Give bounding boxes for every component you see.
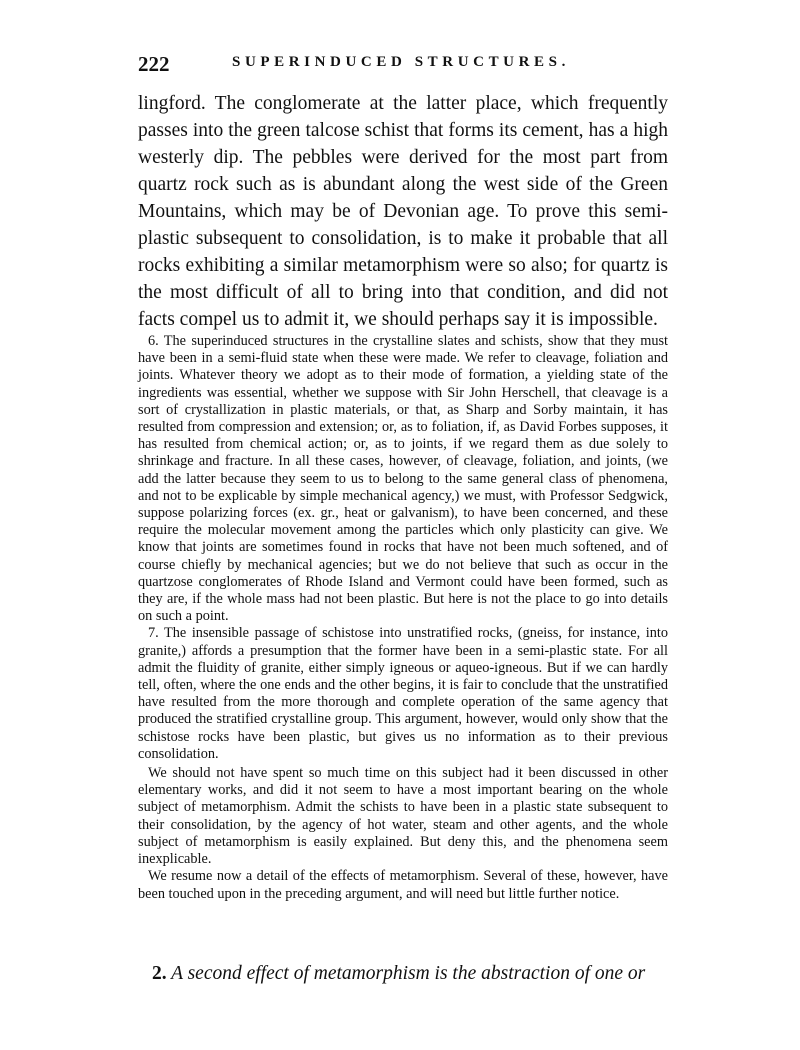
opening-text-block [138, 90, 668, 333]
running-head [138, 52, 668, 80]
resume-paragraph: We resume now a detail of the effects of metamorphism. Several of these, however, have been touched upon in the preceding argument, and will need but little further notice. [138, 868, 668, 902]
section-heading [138, 960, 668, 987]
section-number: 2. [152, 963, 167, 984]
opening-paragraph: lingford. The conglomerate at the latter place, which frequently passes into the green talcose schist that forms its cement, has a high westerly dip. The pebbles were derived for the most part from quartz rock such as is abundant along the west side of the Green Mountains, which may be of Devonian age. To prove this semi-plastic subsequent to consolidation, is to make it probable that all rocks exhibiting a similar metamorphism were so also; for quartz is the most difficult of all to bring into that condition, and did not facts compel us to admit it, we should perhaps say it is impossible. [138, 93, 668, 330]
note-7-paragraph: 7. The insensible passage of schistose into unstratified rocks, (gneiss, for instance, into granite,) affords a presumption that the former have been in a semi-plastic state. For all admit the fluidity of granite, either simply igneous or aqueo-igneous. But if we can hardly tell, often, where the one ends and the other begins, it is fair to conclude that the unstratified have resulted from the more thorough and complete operation of the same agency that produced the stratified crystalline group. This argument, however, would only show that the schistose rocks have been plastic, but gives us no information as to their previous consolidation. [138, 625, 668, 762]
running-title: SUPERINDUCED STRUCTURES. [232, 54, 570, 70]
section-heading-text: A second effect of metamorphism is the abstraction of one or [171, 963, 646, 984]
small-print-block [138, 333, 668, 903]
page-number: 222 [138, 52, 170, 76]
note-6-paragraph: 6. The superinduced structures in the crystalline slates and schists, show that they must have been in a semi-fluid state when these were made. We refer to cleavage, foliation and joints. Whatever theory we adopt as to their mode of formation, a yielding state of the ingredients was essential, whether we suppose with Sir John Herschell, that cleavage is a sort of crystallization in plastic materials, or that, as Sharp and Sorby maintain, it has resulted from compression and extension; or, as to foliation, if, as David Forbes supposes, it has resulted from chemical action; or, as to joints, if we regard them as due solely to shrinkage and fracture. In all these cases, however, of cleavage, foliation, and joints, (we add the latter because they seem to us to belong to the same general class of phenomena, and not to be explicable by simple mechanical agency,) we must, with Professor Sedgwick, suppose polarizing forces (ex. gr., heat or galvanism), to have been concerned, and these require the molecular movement among the particles which only plasticity can give. We know that joints are sometimes found in rocks that have not been much softened, and of course chiefly by mechanical agencies; but we do not believe that such as occur in the quartzose conglomerates of Rhode Island and Vermont could have been formed, such as they are, if the whole mass had not been plastic. But here is not the place to go into details on such a point. [138, 333, 668, 625]
summary-paragraph: We should not have spent so much time on this subject had it been discussed in other elementary works, and did it not seem to have a most important bearing on the whole subject of metamorphism. Admit the schists to have been in a plastic state subsequent to their consolidation, by the agency of hot water, steam and other agents, and the whole subject of metamorphism is easily explained. But deny this, and the phenomena seem inexplicable. [138, 765, 668, 868]
